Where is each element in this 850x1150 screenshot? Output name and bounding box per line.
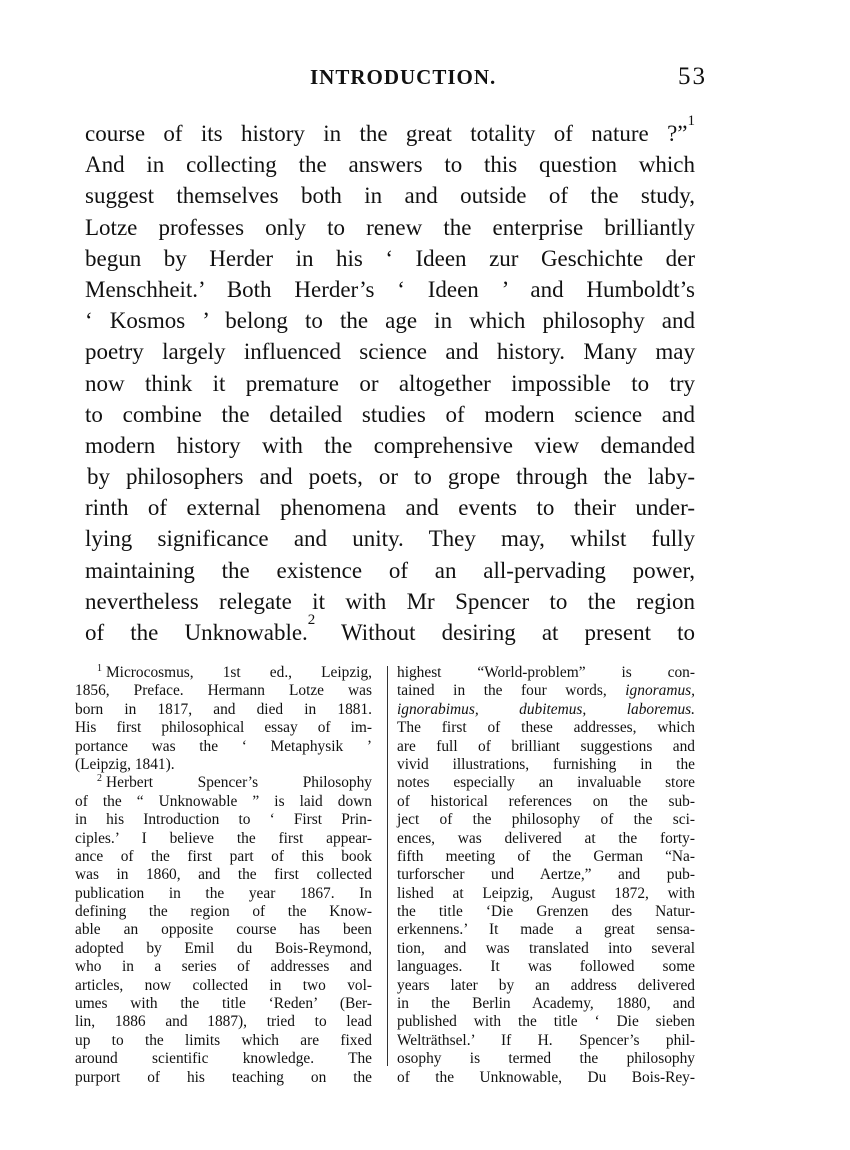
footnote-line: osophy is termed the philosophy [397,1050,695,1068]
footnote-line: tion, and was translated into several [397,939,695,957]
footnote-line: adopted by Emil du Bois-Reymond, [75,939,372,957]
footnote-line: $^2$ Herbert Spencer’s Philosophy [97,773,372,792]
footnote-line: His first philosophical essay of im- [75,719,372,737]
footnote-line: are full of brilliant suggestions and [397,737,695,755]
footnote-ref: 1 [687,113,695,130]
footnote-line: languages. It was followed some [397,958,695,976]
footnote-line: of the Unknowable, Du Bois-Rey- [397,1068,695,1086]
footnote-line: ject of the philosophy of the sci- [397,811,695,829]
footnote-line: born in 1817, and died in 1881. [75,700,372,718]
footnote-line: lished at Leipzig, August 1872, with [397,884,695,902]
footnote-line: ignorabimus, dubitemus, laboremus. [397,700,695,718]
body-line: by philosophers and poets, or to grope through the laby- [87,464,695,490]
body-line: nevertheless relegate it with Mr Spencer to the region [85,588,695,614]
footnote-line: fifth meeting of the German “Na- [397,847,695,865]
footnote-line: purport of his teaching on the [75,1068,372,1086]
footnote-line: defining the region of the Know- [75,903,372,921]
footnote-line: (Leipzig, 1841). [75,755,175,773]
body-line: lying significance and unity. They may, whilst fully [85,526,695,552]
footnote-line: published with the title ‘ Die sieben [397,1013,695,1031]
footnote-mark: 2 [97,773,102,785]
body-line: now think it premature or altogether impossible to try [85,370,695,396]
footnote-line: 1856, Preface. Hermann Lotze was [75,682,372,700]
footnotes [75,664,695,1084]
footnote-line: $^1$ Microcosmus, 1st ed., Leipzig, [97,663,372,681]
running-title: INTRODUCTION. [310,65,497,89]
body-line: to combine the detailed studies of modern science and [85,401,695,427]
footnote-line: was in 1860, and the first collected [75,866,372,884]
footnote-line: umes with the title ‘Reden’ (Ber- [75,995,372,1013]
body-line: Lotze professes only to renew the enterprise brilliantly [85,214,695,240]
body-line: Menschheit.’ Both Herder’s ‘ Ideen ’ and Humboldt’s [85,276,695,302]
footnote-line: in the Berlin Academy, 1880, and [397,995,695,1013]
footnote-line: publication in the year 1867. In [75,884,372,902]
footnote-line: of the “ Unknowable ” is laid down [75,792,372,810]
footnote-line: tained in the four words, ignoramus, [397,682,695,700]
footnote-line: turforscher und Aertze,” and pub- [397,866,695,884]
footnotes-right-column [397,664,695,1087]
footnote-line: articles, now collected in two vol- [75,976,372,994]
footnote-line: in his Introduction to ‘ First Prin- [75,811,372,829]
footnote-line: lin, 1886 and 1887), tried to lead [75,1013,372,1031]
footnote-ref: 2 [307,612,316,629]
footnote-line: portance was the ‘ Metaphysik ’ [75,737,372,755]
footnote-line: ance of the first part of this book [75,847,372,865]
footnote-line: up to the limits which are fixed [75,1031,372,1049]
footnote-line: ences, was delivered at the forty- [397,829,695,847]
body-line: maintaining the existence of an all-pervading power, [85,557,695,583]
footnote-line: vivid illustrations, furnishing in the [397,755,695,773]
footnote-line: the title ‘Die Grenzen des Natur- [397,903,695,921]
footnote-line: of historical references on the sub- [397,792,695,810]
footnote-mark: 1 [97,663,102,674]
footnote-line: ciples.’ I believe the first appear- [75,829,372,847]
footnote-line: Welträthsel.’ If H. Spencer’s phil- [397,1031,695,1049]
body-line: of the Unknowable.$^2$ Without desiring at present to [85,612,695,645]
main-body-text [85,113,695,648]
footnote-line: able an opposite course has been [75,921,372,939]
body-line: ‘ Kosmos ’ belong to the age in which philosophy and [85,308,695,334]
body-line: course of its history in the great totality of nature ?”$^1$ [85,113,695,146]
footnote-line: The first of these addresses, which [397,719,695,737]
body-line: modern history with the comprehensive view demanded [85,432,695,458]
footnote-column-divider [387,666,388,1066]
body-line: poetry largely influenced science and history. Many may [85,339,695,365]
footnote-line: around scientific knowledge. The [75,1050,372,1068]
footnote-line: notes especially an invaluable store [397,774,695,792]
running-head [85,63,707,95]
body-line: suggest themselves both in and outside of the study, [85,183,695,209]
footnote-line: years later by an address delivered [397,976,695,994]
page-number: 53 [678,63,707,90]
footnote-line: erkennens.’ It made a great sensa- [397,921,695,939]
body-line: begun by Herder in his ‘ Ideen zur Geschichte der [85,245,695,271]
footnote-line: highest “World-problem” is con- [397,664,695,681]
body-line: rinth of external phenomena and events to their under- [85,495,695,521]
body-line: And in collecting the answers to this question which [85,152,695,178]
footnotes-left-column [75,664,372,1087]
footnote-line: who in a series of addresses and [75,958,372,976]
